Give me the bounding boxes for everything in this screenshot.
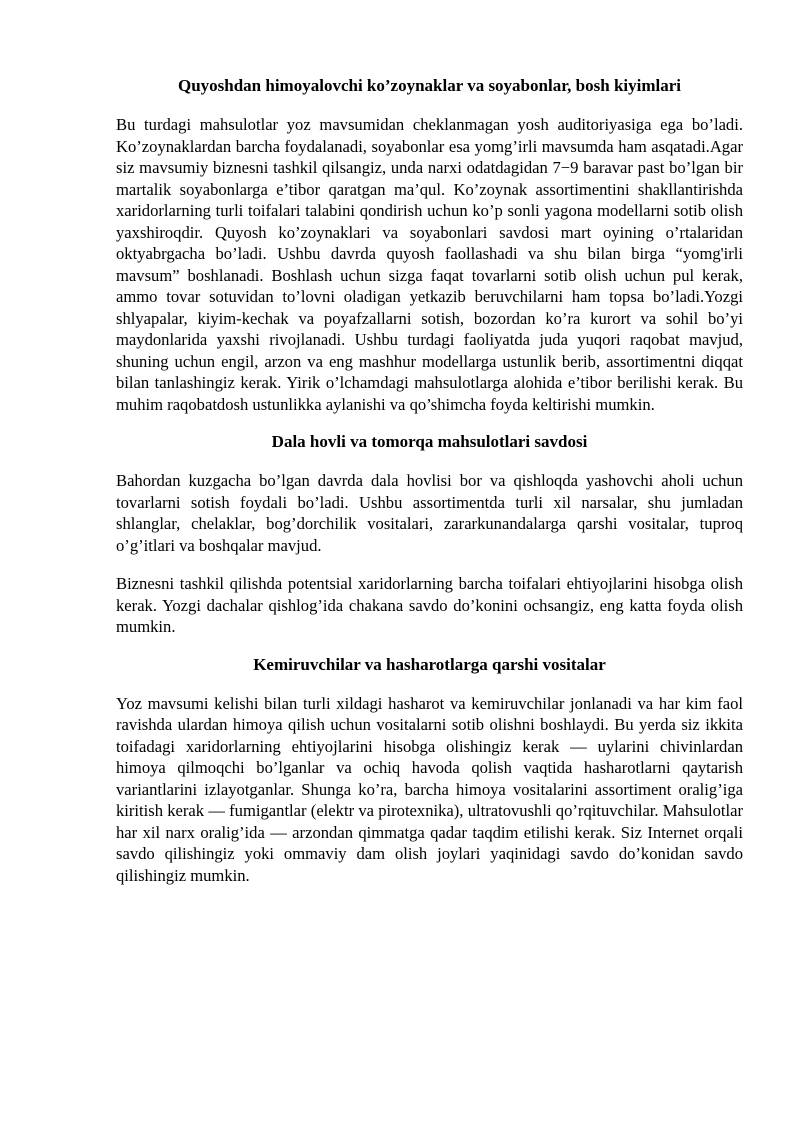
- document-page: [116, 74, 743, 886]
- paragraph-garden-products-2: Biznesni tashkil qilishda potentsial xaridorlarning barcha toifalari ehtiyojlarini hisobga olish kerak. Yozgi dachalar qishlog’ida chakana savdo do’konini ochsangiz, eng katta foyda olish mumkin.: [116, 574, 743, 636]
- spacer: [116, 98, 743, 114]
- section-heading-sun-protection: Quyoshdan himoyalovchi ko’zoynaklar va soyabonlar, bosh kiyimlari: [177, 76, 682, 95]
- paragraph-pest-control: Yoz mavsumi kelishi bilan turli xildagi hasharot va kemiruvchilar jonlanadi va har kim faol ravishda ulardan himoya qilish uchun vositalarni sotib olishni boshlaydi. Bu yerda siz ikkita toifadagi xaridorlarning ehtiyojlarini hisobga olishingiz kerak — uylarini chivinlardan himoya qilmoqchi bo’lganlar va ochiq havoda qolish vaqtida hasharotlarni qaytarish variantlarini izlayotganlar. Shunga ko’ra, barcha himoya vositalarini assortiment oralig’iga kiritish kerak — fumigantlar (elektr va pirotexnika), ultratovushli qo’rqituvchilar. Mahsulotlar har xil narx oralig’ida — arzondan qimmatga qadar taqdim etilishi kerak. Siz Internet orqali savdo qilishingiz yoki ommaviy dam olish joylari yaqinidagi savdo do’konidan savdo qilishingiz mumkin.: [116, 693, 743, 885]
- spacer: [116, 454, 743, 470]
- section-heading-pest-control: Kemiruvchilar va hasharotlarga qarshi vositalar: [253, 654, 606, 674]
- spacer: [116, 638, 743, 653]
- section-heading-garden-products: Dala hovli va tomorqa mahsulotlari savdosi: [271, 432, 588, 451]
- spacer: [116, 677, 743, 693]
- paragraph-sun-protection: Bu turdagi mahsulotlar yoz mavsumidan cheklanmagan yosh auditoriyasiga ega bo’ladi. Ko’zoynaklardan barcha foydalanadi, soyabonlar esa yomg’irli mavsumda ham asqatadi.Agar siz mavsumiy biznesni tashkil qilsangiz, unda narxi odatdagidan 7−9 baravar past bo’lgan bir martalik soyabonlarga e’tibor qaratgan ma’qul. Ko’zoynak assortimentini shakllantirishda xaridorlarning turli toifalari talabini qondirish uchun ko’p sonli yagona modellarni sotib olish yaxshiroqdir. Quyosh ko’zoynaklari va soyabonlari savdosi mart oyining o’rtalaridan oktyabrgacha bo’ladi. Ushbu davrda quyosh faollashadi va shu bilan birga “yomg'irli mavsum” boshlanadi. Boshlash uchun sizga faqat tovarlarni sotib olish uchun pul kerak, ammo tovar sotuvidan to’lovni oladigan yetkazib beruvchilarni ham topsa bo’ladi.Yozgi shlyapalar, kiyim-kechak va poyafzallarni sotish, bozordan ko’ra kurort va sohil bo’yi maydonlarida yaxshi rivojlanadi. Ushbu turdagi faoliyatda juda yuqori raqobat mavjud, shuning uchun engil, arzon va eng mashhur modellarga ustunlik berib, assortimentni diqqat bilan tanlashingiz kerak. Yirik o’lchamdagi mahsulotlarga alohida e’tibor berilishi kerak. Bu muhim raqobatdosh ustunlikka aylanishi va qo’shimcha foyda keltirishi mumkin.: [116, 115, 743, 414]
- spacer: [116, 415, 743, 430]
- spacer: [116, 556, 743, 573]
- paragraph-garden-products-1: Bahordan kuzgacha bo’lgan davrda dala hovlisi bor va qishloqda yashovchi aholi uchun tovarlarni sotish foydali bo’ladi. Ushbu assortimentda turli xil narsalar, shu jumladan shlanglar, chelaklar, bog’dorchilik vositalari, zararkunandalarga qarshi vositalar, tuproq o’g’itlari va boshqalar mavjud.: [116, 471, 743, 555]
